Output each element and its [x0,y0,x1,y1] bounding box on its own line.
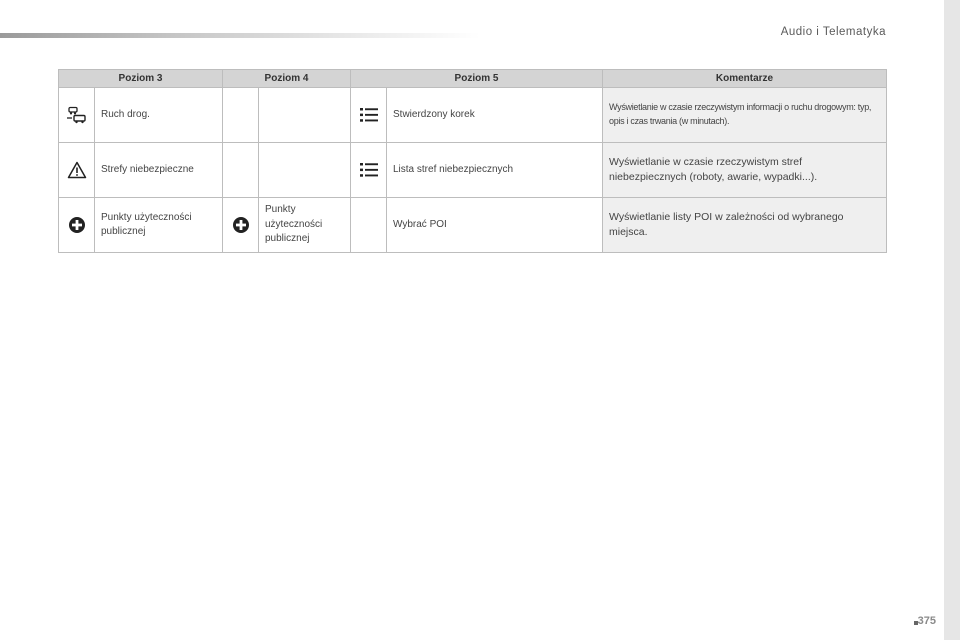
level4-icon-empty [223,88,259,143]
warning-icon [59,143,95,198]
table-row [59,88,887,143]
level4-label [259,88,351,143]
column-header-comments: Komentarze [603,70,887,88]
section-title: Audio i Telematyka [780,26,886,38]
level4-label [259,143,351,198]
poi-icon [223,198,259,253]
level5-label: Wybrać POI [387,198,603,253]
level4-label: Punkty użyteczności publicznej [259,198,351,253]
level4-icon-empty [223,143,259,198]
level5-icon-empty [351,198,387,253]
table-row [59,198,887,253]
list-icon [351,88,387,143]
level5-label: Stwierdzony korek [387,88,603,143]
traffic-icon [59,88,95,143]
comment-cell: Wyświetlanie w czasie rzeczywistym informacji o ruchu drogowym: typ, opis i czas trwania (w minutach). [603,88,887,143]
level3-label: Strefy niebezpieczne [95,143,223,198]
page-number: 375 [917,615,936,627]
page-side-strip [944,0,960,640]
column-header-level3: Poziom 3 [59,70,223,88]
column-header-level4: Poziom 4 [223,70,351,88]
table-header-row [59,70,887,88]
level3-label: Punkty użyteczności publicznej [95,198,223,253]
comment-cell: Wyświetlanie listy POI w zależności od wybranego miejsca. [603,198,887,253]
level3-label: Ruch drog. [95,88,223,143]
level5-label: Lista stref niebezpiecznych [387,143,603,198]
list-icon [351,143,387,198]
header-gradient-bar [0,33,480,38]
comment-cell: Wyświetlanie w czasie rzeczywistym stref niebezpiecznych (roboty, awarie, wypadki...). [603,143,887,198]
table-row [59,143,887,198]
poi-icon [59,198,95,253]
column-header-level5: Poziom 5 [351,70,603,88]
menu-table [58,69,887,253]
